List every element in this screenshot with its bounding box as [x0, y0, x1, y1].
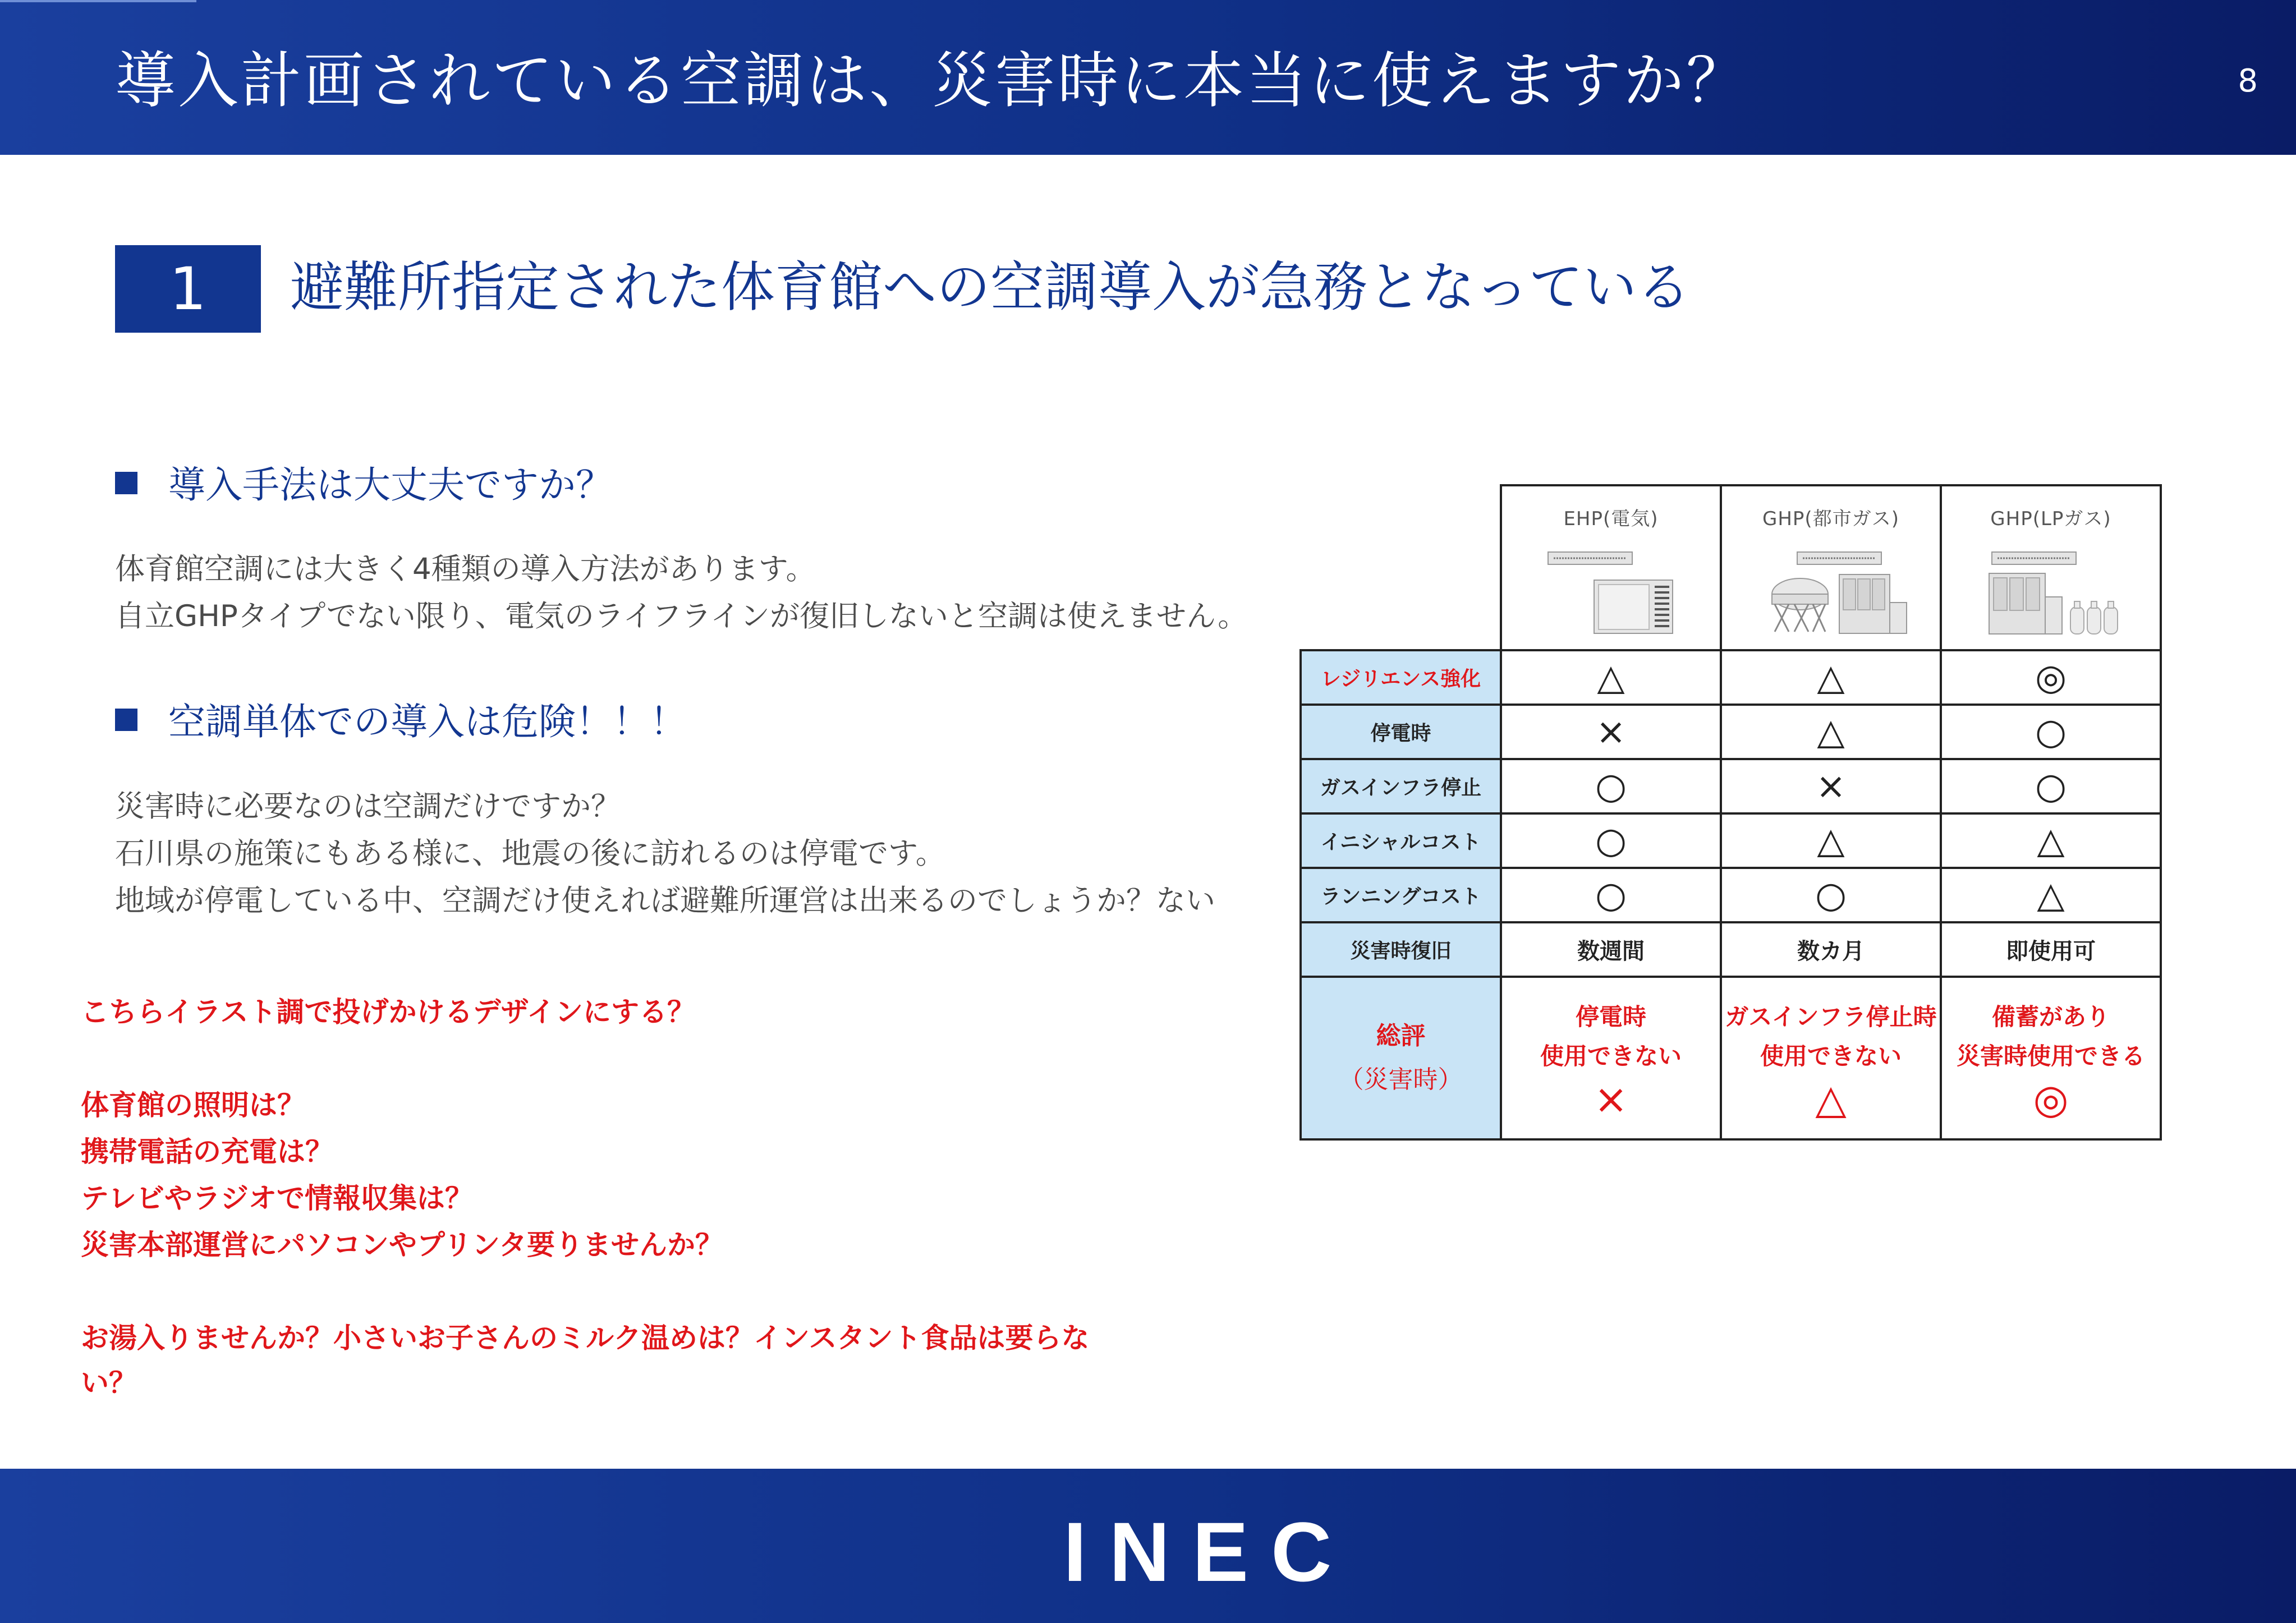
table-cell: × — [1721, 759, 1941, 813]
bullet-heading-1-text: 導入手法は大丈夫ですか？ — [168, 463, 613, 507]
square-bullet-icon — [115, 709, 137, 731]
table-cell: ○ — [1501, 813, 1721, 868]
table-cell: × — [1501, 705, 1721, 759]
summary-mark: ◎ — [2033, 1075, 2069, 1123]
column-name: GHP(LPガス) — [1990, 508, 2111, 530]
table-cell: △ — [1941, 813, 2161, 868]
table-cell: 即使用可 — [1941, 922, 2161, 977]
table-cell: ○ — [1941, 705, 2161, 759]
column-header-ghp-lp-gas — [1941, 485, 2161, 650]
row-label-initial-cost: イニシャルコスト — [1301, 813, 1501, 868]
note-line: 携帯電話の充電は？ — [81, 1135, 333, 1168]
row-label-power-outage: 停電時 — [1301, 705, 1501, 759]
square-bullet-icon — [115, 472, 137, 494]
table-cell: ○ — [1501, 868, 1721, 922]
paragraph-line: 地域が停電している中、空調だけ使えれば避難所運営は出来るのでしょうか？ない — [115, 884, 1215, 918]
table-cell: △ — [1501, 650, 1721, 705]
inec-logo: INEC — [1063, 1505, 1354, 1599]
bullet-1-text — [115, 546, 1247, 640]
summary-label-line: （災害時） — [1339, 1065, 1463, 1094]
comparison-table — [1299, 484, 2162, 1141]
summary-label-line: 総評 — [1376, 1022, 1426, 1050]
note-line: テレビやラジオで情報収集は？ — [81, 1182, 473, 1215]
summary-line: 備蓄があり — [1991, 1003, 2110, 1031]
paragraph-line: 災害時に必要なのは空調だけですか？ — [115, 789, 621, 824]
summary-label — [1301, 977, 1501, 1139]
table-cell: ○ — [1941, 759, 2161, 813]
bullet-heading-2 — [115, 694, 687, 750]
summary-line: 使用できない — [1760, 1042, 1902, 1070]
summary-mark: △ — [1815, 1075, 1847, 1123]
ehp-unit-icon — [1527, 541, 1695, 636]
note-line: お湯入りませんか？小さいお子さんのミルク温めは？インスタント食品は要らな — [81, 1322, 1090, 1354]
column-name: GHP(都市ガス) — [1762, 508, 1899, 530]
row-label-running-cost: ランニングコスト — [1301, 868, 1501, 922]
bullet-heading-2-text: 空調単体での導入は危険！！！ — [168, 700, 687, 743]
paragraph-line: 体育館空調には大きく4種類の導入方法があります。 — [115, 552, 816, 586]
ghp-lp-gas-icon — [1967, 541, 2135, 636]
table-row — [1301, 650, 2161, 705]
note-line: 災害本部運営にパソコンやプリンタ要りませんか？ — [81, 1229, 723, 1261]
table-row — [1301, 813, 2161, 868]
summary-cell-ehp — [1501, 977, 1721, 1139]
row-label-gas-infra-stop: ガスインフラ停止 — [1301, 759, 1501, 813]
table-cell: ◎ — [1941, 650, 2161, 705]
table-row — [1301, 922, 2161, 977]
table-cell: △ — [1721, 813, 1941, 868]
table-cell: △ — [1941, 868, 2161, 922]
column-header-ghp-city-gas — [1721, 485, 1941, 650]
table-cell: ○ — [1721, 868, 1941, 922]
paragraph-line: 石川県の施策にもある様に、地震の後に訪れるのは停電です。 — [115, 836, 945, 871]
note-line: こちらイラスト調で投げかけるデザインにする？ — [81, 996, 695, 1028]
ghp-city-gas-icon — [1747, 541, 1915, 636]
section-number: 1 — [115, 245, 261, 333]
footer-bar — [0, 1469, 2296, 1623]
row-label-resilience: レジリエンス強化 — [1301, 650, 1501, 705]
summary-line: ガスインフラ停止時 — [1725, 1003, 1937, 1031]
table-cell: △ — [1721, 650, 1941, 705]
table-row — [1301, 868, 2161, 922]
table-row — [1301, 705, 2161, 759]
page-title: 導入計画されている空調は、災害時に本当に使えますか？ — [115, 46, 1749, 116]
row-label-disaster-recovery: 災害時復旧 — [1301, 922, 1501, 977]
header-accent-line — [0, 0, 196, 2]
table-cell: △ — [1721, 705, 1941, 759]
column-header-ehp — [1501, 485, 1721, 650]
table-cell: 数カ月 — [1721, 922, 1941, 977]
note-line: 体育館の照明は？ — [81, 1089, 305, 1121]
section-title: 避難所指定された体育館への空調導入が急務となっている — [290, 256, 1691, 319]
page-number: 8 — [2238, 63, 2258, 99]
table-header-row — [1301, 485, 2161, 650]
table-summary-row — [1301, 977, 2161, 1139]
bullet-heading-1 — [115, 457, 613, 513]
summary-line: 停電時 — [1575, 1003, 1646, 1031]
summary-cell-ghp-city-gas — [1721, 977, 1941, 1139]
summary-cell-ghp-lp-gas — [1941, 977, 2161, 1139]
column-name: EHP(電気) — [1563, 508, 1659, 530]
summary-mark: × — [1594, 1075, 1628, 1123]
table-row — [1301, 759, 2161, 813]
paragraph-line: 自立GHPタイプでない限り、電気のライフラインが復旧しないと空調は使えません。 — [115, 599, 1248, 633]
bullet-2-text — [115, 783, 1215, 925]
table-corner — [1301, 485, 1501, 650]
summary-line: 災害時使用できる — [1956, 1042, 2145, 1070]
table-cell: 数週間 — [1501, 922, 1721, 977]
table-cell: ○ — [1501, 759, 1721, 813]
note-line: い？ — [81, 1367, 137, 1399]
summary-line: 使用できない — [1540, 1042, 1682, 1070]
header-bar — [0, 0, 2296, 155]
